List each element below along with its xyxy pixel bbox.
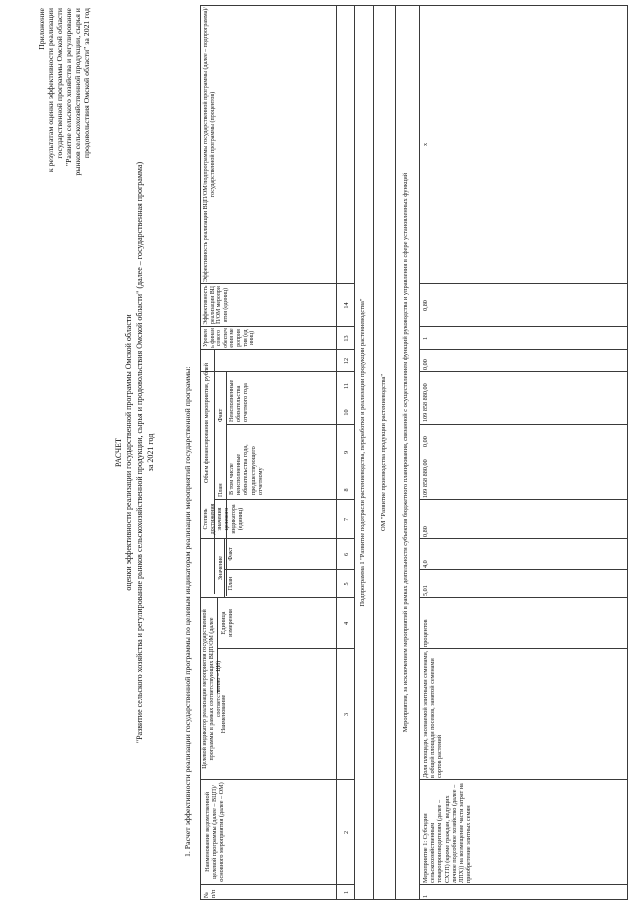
col-number-5: 5	[343, 582, 350, 586]
title-line-2: "Развитие сельского хозяйства и регулирование рынков сельскохозяйственной продукции, сырья и продовольствия Омской области" (далее – государственная программа)	[135, 161, 144, 744]
row-1-fin-plan: 109 858 880,00	[422, 459, 429, 498]
title-line-3: за 2021 год	[146, 433, 155, 472]
col-number-3: 3	[343, 712, 350, 717]
col-number-9: 9	[343, 450, 350, 455]
row-1-efficiency: 0,80	[422, 300, 429, 311]
col-number-4: 4	[343, 621, 350, 626]
row-1-fact: 4,0	[422, 560, 429, 568]
col-number-11: 11	[343, 383, 350, 389]
header-efficiency: Эффективность реализации ВЦП/ОМ мероприятия (единиц)	[203, 285, 229, 325]
header-line-3: государственной программы Омской области	[55, 8, 64, 159]
header-fin-plan: План	[217, 483, 224, 497]
header-line-6: продовольствия Омской области" за 2021 год	[82, 8, 91, 159]
header-indicator-name: Наименование	[220, 694, 227, 734]
row-1-degree: 0,80	[422, 526, 429, 537]
header-program-efficiency: Эффективность реализации ВЦП/ОМ/подпрограммы государственной программы (далее – подпрограмма)/государственной программы (процентов)	[203, 7, 216, 282]
header-line-4: "Развитие сельского хозяйства и регулирование	[64, 8, 73, 167]
title-heading: РАСЧЕТ	[114, 438, 123, 467]
col-number-10: 10	[343, 409, 350, 416]
col-number-7: 7	[343, 517, 350, 522]
header-line-5: рынков сельскохозяйственной продукции, сырья и	[73, 8, 82, 176]
row-1-fin-level: 1	[422, 336, 429, 341]
efficiency-table	[200, 5, 628, 900]
header-unit: Единица измерения	[220, 609, 235, 637]
row-1-fin-unfulfilled: 0,00	[422, 359, 429, 370]
col-number-2: 2	[343, 830, 350, 835]
col-number-12: 12	[343, 357, 350, 365]
row-1-no: 1	[422, 894, 429, 898]
om-row: ОМ "Развитие производства продукции растениеводства"	[380, 374, 387, 531]
activities-row: Мероприятия, за исключением мероприятий в рамках деятельности субъектов бюджетного планирования, связанной с осуществлением функций руководства и управления в сфере установленных функций	[402, 172, 409, 733]
header-fin-fact: Факт	[217, 408, 224, 422]
row-1-program-efficiency: х	[422, 142, 429, 147]
header-fin-level: Уровень финансового обеспечения мероприятия (единиц)	[203, 328, 256, 348]
header-indicator-group: Целевой индикатор реализации мероприятия государственной программы в рамках соответствующих ВЦП/ОМ (далее соответственно – ЦИ)	[202, 609, 222, 769]
header-value-plan: План	[227, 576, 234, 591]
header-fin-unfulfilled: Неисполненные обязательства отчетного года	[228, 379, 250, 422]
row-1-unit: процентов	[422, 619, 429, 647]
header-finance-group: Объем финансирования мероприятия, рублей	[203, 363, 210, 483]
col-number-6: 6	[343, 552, 350, 557]
col-number-14: 14	[343, 302, 350, 309]
row-1-fin-plan-incl: 0,00	[422, 436, 429, 447]
col-number-1: 1	[343, 890, 350, 895]
section-heading: 1. Расчет эффективности реализации государственной программы по целевым индикаторам реализации мероприятий государственной программы:	[183, 366, 192, 857]
header-line-1: Приложение	[37, 8, 46, 50]
subprogram-row: Подпрограмма 1 "Развитие подотрасли растениеводства, переработки и реализации продукции растениеводства"	[359, 298, 366, 607]
header-fin-plan-incl: В том числе неисполненные обязательства года, предшествующего отчетному	[228, 444, 264, 495]
row-1-name: Мероприятие 1: Субсидии сельскохозяйственным товаропроизводителям (далее – СХТП) (кроме граждан, ведущих личное подсобное хозяйство (далее – ЛПХ)) на возмещение части затрат на приобретение элитных семян	[422, 783, 473, 883]
header-no: № п/п	[203, 889, 218, 898]
row-1-fin-fact: 109 858 880,00	[422, 383, 429, 422]
row-1-plan: 5,01	[422, 585, 429, 596]
header-degree: Степень достижения значения целевого индикатора (единиц)	[203, 503, 244, 535]
col-number-13: 13	[343, 335, 350, 342]
header-line-2: к результатам оценки эффективности реализации	[46, 8, 55, 173]
col-number-8: 8	[343, 488, 350, 492]
header-name: Наименование ведомственной целевой программы (далее – ВЦП)/основного мероприятия (далее – ОМ)	[204, 782, 226, 882]
header-value: Значение	[217, 555, 224, 581]
title-line-1: оценки эффективности реализации государственной программы Омской области	[124, 314, 133, 591]
row-1-indicator: Доля площади, засеваемой элитными семенами, в общей площади посевов, занятой семенами сортов растений	[422, 650, 444, 778]
header-value-fact: Факт	[227, 547, 234, 561]
